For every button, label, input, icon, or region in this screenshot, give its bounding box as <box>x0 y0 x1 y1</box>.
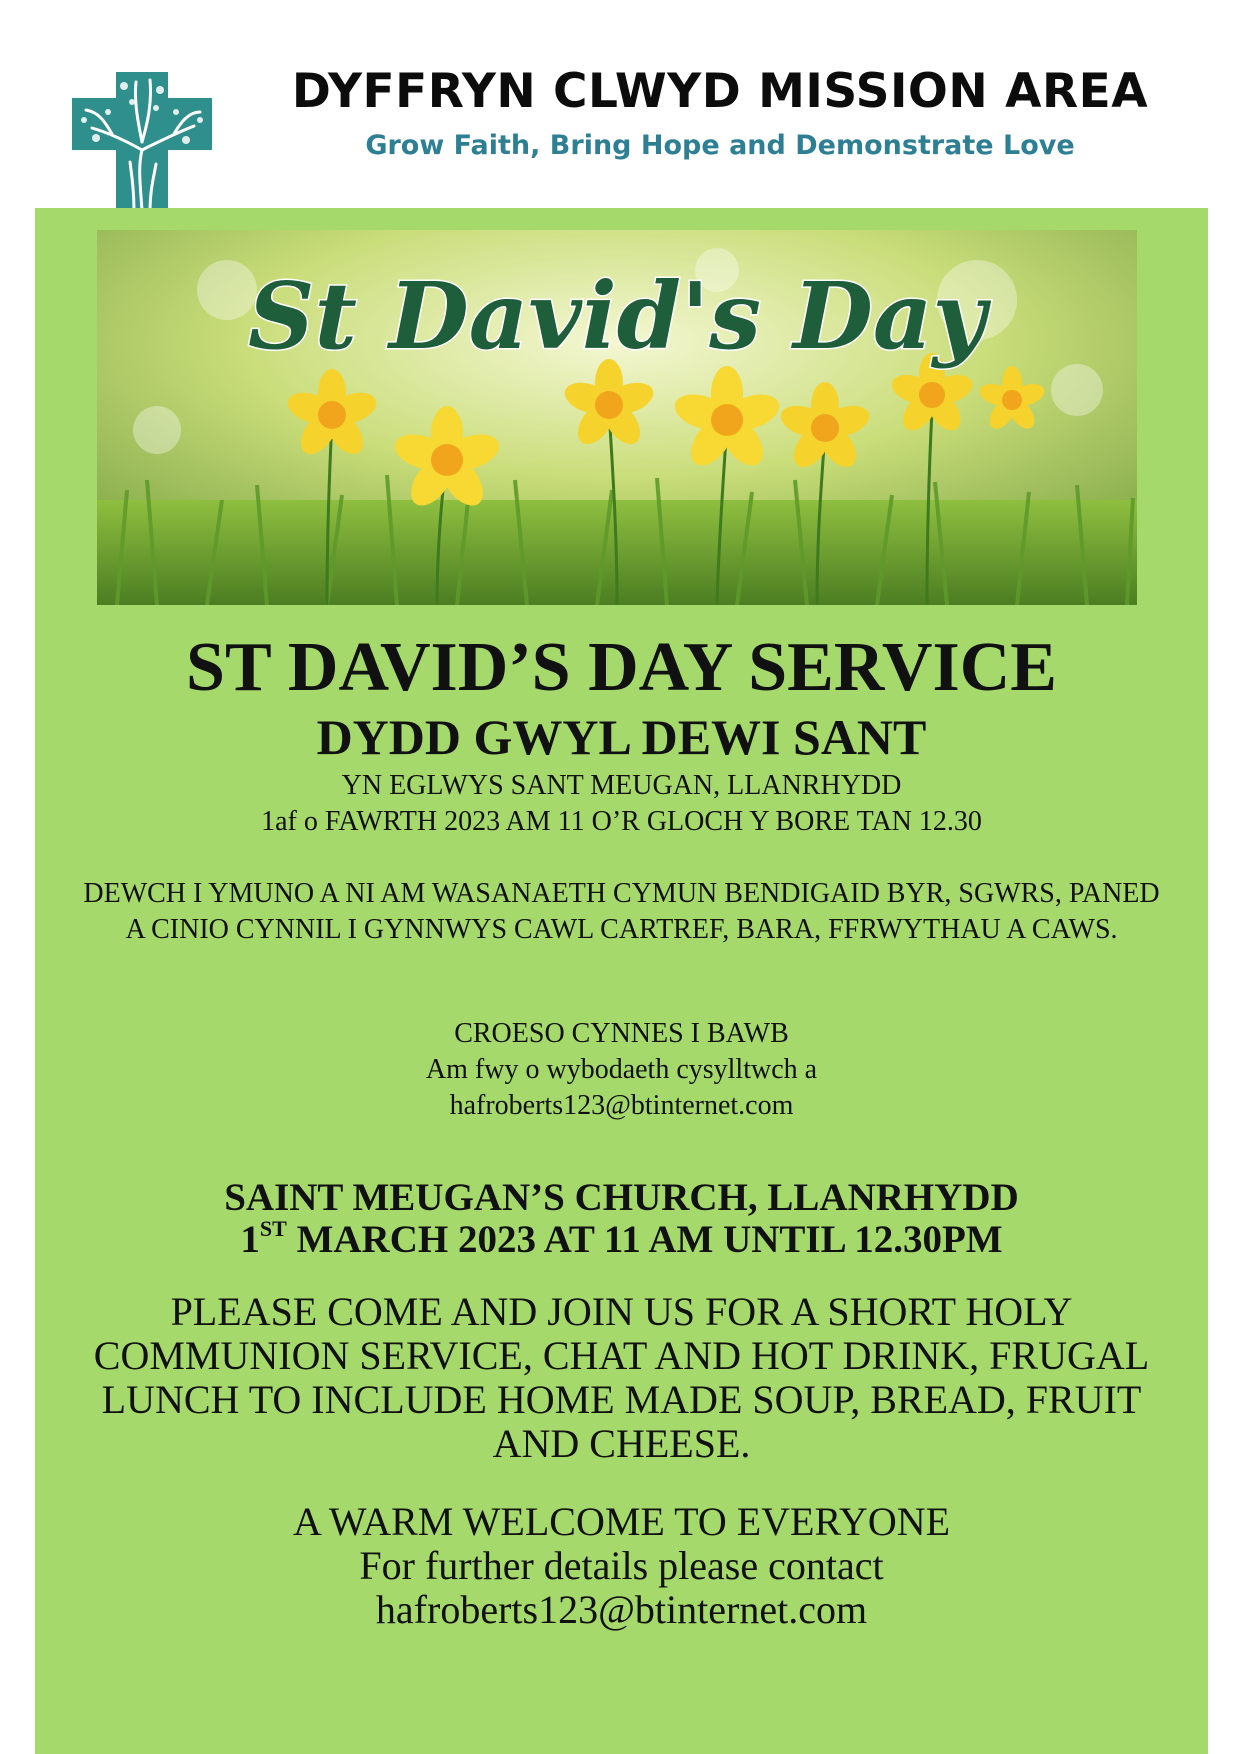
english-date-line <box>35 1218 1208 1262</box>
english-email-link[interactable]: hafroberts123@btinternet.com <box>375 1587 868 1632</box>
date-suffix: ST <box>259 1216 287 1241</box>
mission-area-title: DYFFRYN CLWYD MISSION AREA <box>291 64 1149 119</box>
welsh-welcome: CROESO CYNNES I BAWB <box>454 1018 789 1049</box>
welsh-contact-line: Am fwy o wybodaeth cysylltwch a <box>425 1054 818 1085</box>
mission-tagline: Grow Faith, Bring Hope and Demonstrate Love <box>365 130 1075 161</box>
english-service-title: ST DAVID’S DAY SERVICE <box>186 629 1057 706</box>
welsh-invite-paragraph: DEWCH I YMUNO A NI AM WASANAETH CYMUN BENDIGAID BYR, SGWRS, PANED A CINIO CYNNIL I GYNNWYS CAWL CARTREF, BARA, FFRWYTHAU A CAWS. <box>83 878 1160 945</box>
welsh-venue: YN EGLWYS SANT MEUGAN, LLANRHYDD <box>341 770 902 801</box>
english-welcome-block <box>35 1500 1208 1632</box>
welsh-service-title: DYDD GWYL DEWI SANT <box>316 709 927 765</box>
english-welcome: A WARM WELCOME TO EVERYONE <box>292 1499 951 1544</box>
st-davids-day-banner <box>97 230 1137 605</box>
welsh-email-link[interactable]: hafroberts123@btinternet.com <box>449 1090 794 1121</box>
poster-panel <box>35 208 1208 1754</box>
english-contact-line: For further details please contact <box>359 1543 884 1588</box>
tree-cross-logo-icon <box>72 72 212 210</box>
welsh-welcome-block <box>35 1016 1208 1124</box>
english-invite-paragraph: PLEASE COME AND JOIN US FOR A SHORT HOLY COMMUNION SERVICE, CHAT AND HOT DRINK, FRUGAL LUNCH TO INCLUDE HOME MADE SOUP, BREAD, FRUIT AND CHEESE. <box>93 1289 1150 1466</box>
welsh-datetime: 1af o FAWRTH 2023 AM 11 O’R GLOCH Y BORE TAN 12.30 <box>261 806 982 837</box>
date-day: 1 <box>240 1218 260 1261</box>
banner-script-title: St David's Day <box>248 262 986 370</box>
english-church-name: SAINT MEUGAN’S CHURCH, LLANRHYDD <box>224 1176 1019 1219</box>
date-rest: MARCH 2023 AT 11 AM UNTIL 12.30PM <box>286 1218 1003 1261</box>
